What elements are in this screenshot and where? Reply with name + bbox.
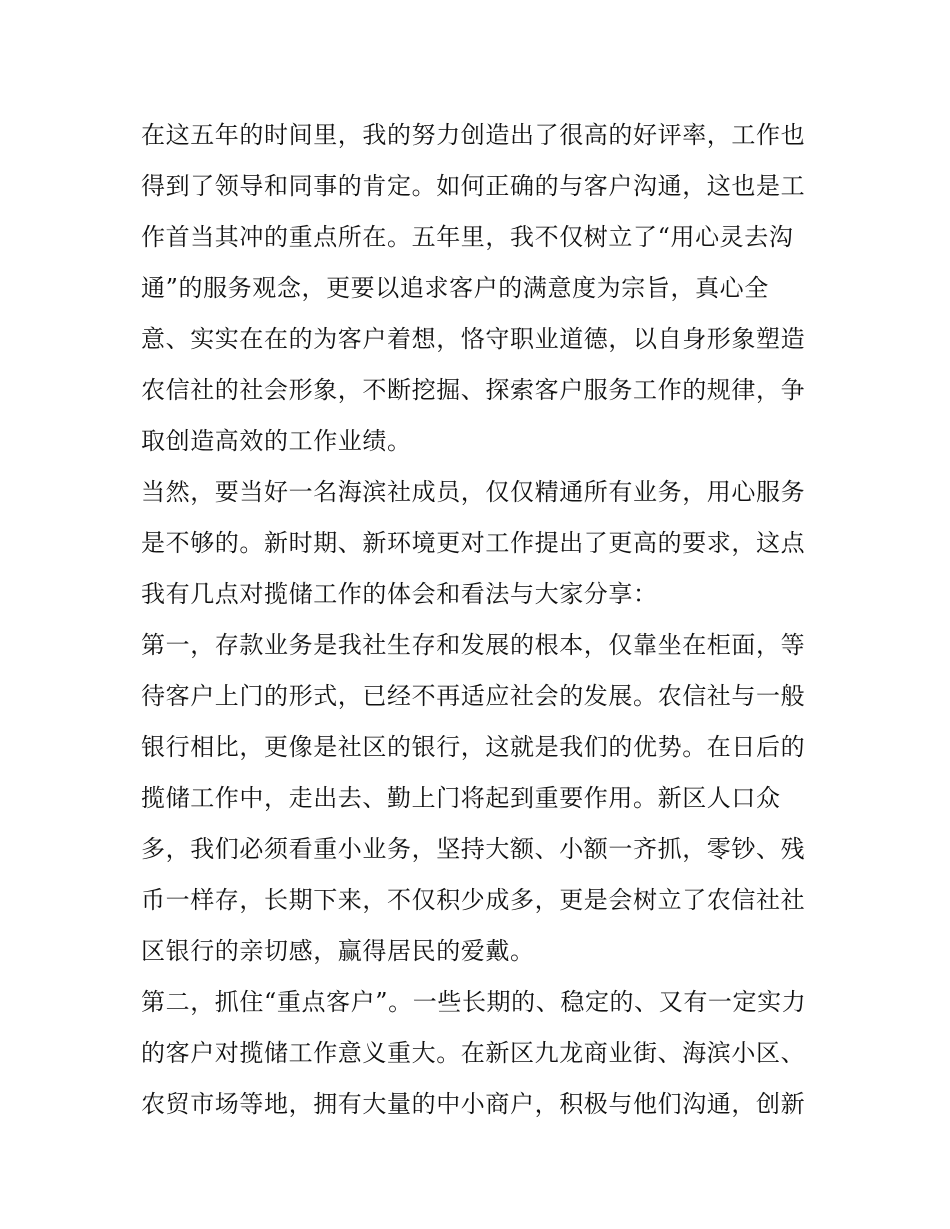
- text-line: 在这五年的时间里，我的努力创造出了很高的好评率，工作也: [141, 121, 806, 149]
- text-line: 银行相比，更像是社区的银行，这就是我们的优势。在日后的: [141, 733, 806, 761]
- text-line: 的客户对揽储工作意义重大。在新区九龙商业街、海滨小区、: [141, 1039, 806, 1067]
- text-line: 是不够的。新时期、新环境更对工作提出了更高的要求，这点: [141, 529, 806, 557]
- text-line: 当然，要当好一名海滨社成员，仅仅精通所有业务，用心服务: [141, 478, 806, 506]
- text-line: 待客户上门的形式，已经不再适应社会的发展。农信社与一般: [141, 682, 806, 710]
- text-line: 我有几点对揽储工作的体会和看法与大家分享：: [141, 580, 658, 608]
- text-line: 意、实实在在的为客户着想，恪守职业道德，以自身形象塑造: [141, 325, 806, 353]
- text-line: 得到了领导和同事的肯定。如何正确的与客户沟通，这也是工: [141, 172, 806, 200]
- body-text: [141, 110, 821, 1130]
- text-line: 农信社的社会形象，不断挖掘、探索客户服务工作的规律，争: [141, 376, 806, 404]
- text-line: 第二，抓住“重点客户”。一些长期的、稳定的、又有一定实力: [141, 988, 807, 1016]
- text-line: 作首当其冲的重点所在。五年里，我不仅树立了“用心灵去沟: [141, 223, 794, 251]
- text-line: 揽储工作中，走出去、勤上门将起到重要作用。新区人口众: [141, 784, 781, 812]
- text-line: 第一，存款业务是我社生存和发展的根本，仅靠坐在柜面，等: [141, 631, 806, 659]
- text-line: 多，我们必须看重小业务，坚持大额、小额一齐抓，零钞、残: [141, 835, 806, 863]
- text-line: 通”的服务观念，更要以追求客户的满意度为宗旨，真心全: [141, 274, 769, 302]
- text-line: 币一样存，长期下来，不仅积少成多，更是会树立了农信社社: [141, 886, 806, 914]
- text-line: 区银行的亲切感，赢得居民的爱戴。: [141, 937, 535, 965]
- text-line: 农贸市场等地，拥有大量的中小商户，积极与他们沟通，创新: [141, 1090, 806, 1118]
- text-line: 取创造高效的工作业绩。: [141, 427, 412, 455]
